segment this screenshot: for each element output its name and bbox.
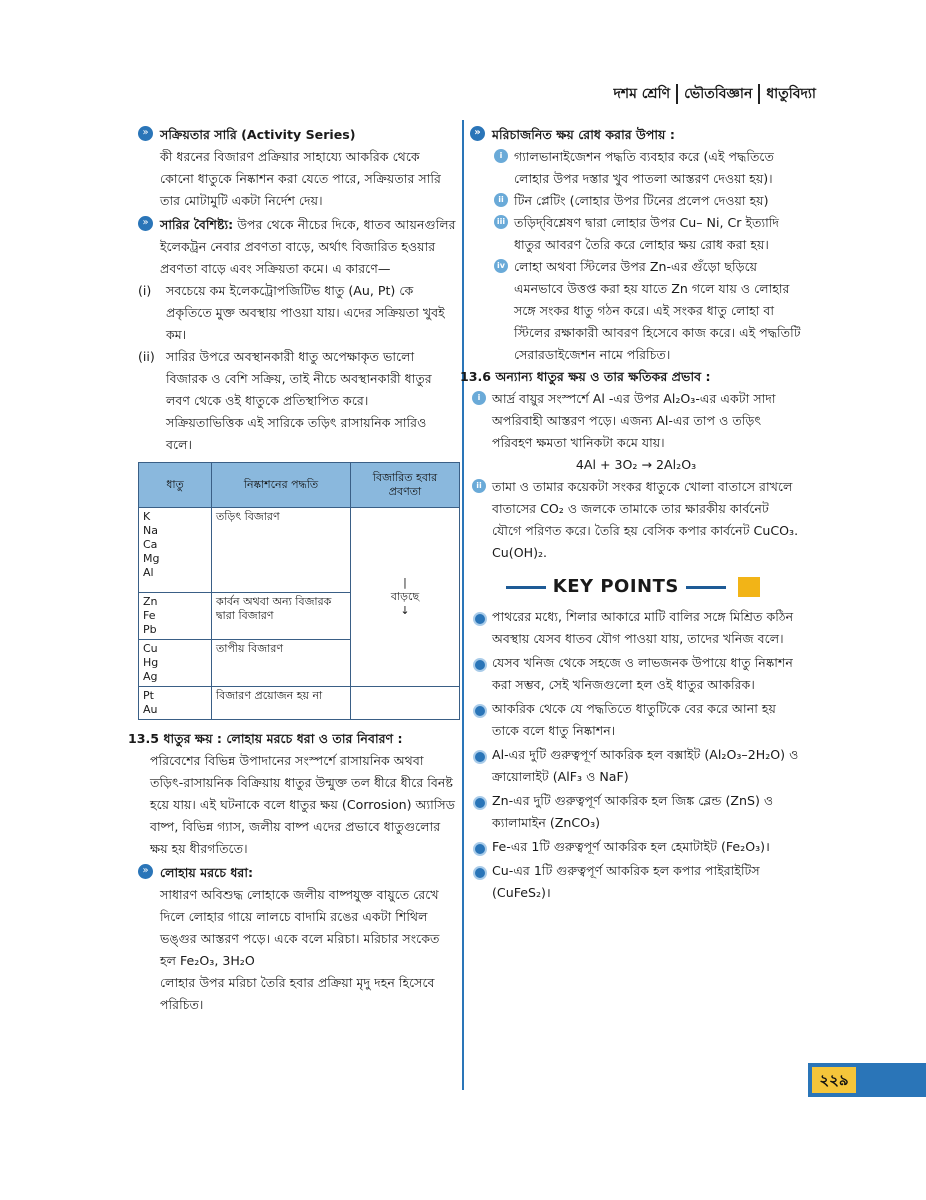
key-point: Al-এর দুটি গুরুত্বপূর্ণ আকরিক হল বক্সাইট (Al₂O₃–2H₂O) ও ক্রায়োলাইট (AlF₃ ও NaF)	[470, 744, 802, 788]
key-point: Cu-এর 1টি গুরুত্বপূর্ণ আকরিক হল কপার পাইরাইটিস (CuFeS₂)।	[470, 860, 802, 904]
point-ii	[138, 346, 456, 456]
point-i-text: সবচেয়ে কম ইলেকট্রোপজিটিভ ধাতু (Au, Pt) কে প্রকৃতিতে মুক্ত অবস্থায় পাওয়া যায়। এদের সক্রিয়তা খুবই কম।	[166, 283, 445, 342]
page-number-tab	[808, 1063, 926, 1097]
running-header	[613, 82, 816, 106]
header-subject: ভৌতবিজ্ঞান	[684, 86, 753, 102]
features-label: সারির বৈশিষ্ট্য:	[160, 217, 234, 232]
table-cell-method: তড়িৎ বিজারণ	[212, 508, 351, 593]
document-icon	[738, 577, 760, 597]
prevention-item	[470, 212, 802, 256]
header-class: দশম শ্রেণি	[613, 86, 671, 102]
table-cell-metals: K Na Ca Mg Al	[139, 508, 212, 593]
header-chapter: ধাতুবিদ্যা	[766, 86, 816, 102]
section-13-5-text: পরিবেশের বিভিন্ন উপাদানের সংস্পর্শে রাসায়নিক অথবা তড়িৎ-রাসায়নিক বিক্রিয়ায় ধাতুর উন্মুক্ত তল ধীরে ধীরে বিনষ্ট হয়ে যায়। এই ঘটনাকে বলে ধাতুর ক্ষয় (Corrosion) অ্যাসিড বাষ্প, বিভিন্ন গ্যাস, জলীয় বাষ্প এদের প্রভাবে ধাতুগুলোর ক্ষয় হয় ধীরগতিতে।	[150, 753, 455, 856]
features-block	[138, 214, 456, 280]
corrosion-item	[470, 388, 802, 454]
section-13-5-title: 13.5 ধাতুর ক্ষয় : লোহায় মরচে ধরা ও তার নিবারণ :	[128, 731, 403, 746]
point-i-number: (i)	[138, 283, 152, 298]
features-text: উপর থেকে নীচের দিকে, ধাতব আয়নগুলির ইলেকট্রন নেবার প্রবণতা বাড়ে, অর্থাৎ বিজারিত হওয়ার প্রবণতা বাড়ে এবং সক্রিয়তা কমে। এ কারণে—	[160, 217, 456, 276]
roman-numeral-icon: iii	[494, 215, 508, 229]
table-cell-metals: Cu Hg Ag	[139, 640, 212, 687]
activity-series-text: কী ধরনের বিজারণ প্রক্রিয়ার সাহায্যে আকরিক থেকে কোনো ধাতুকে নিষ্কাশন করা যেতে পারে, সক্রিয়তার সারি তার মোটামুটি একটা নির্দেশ দেয়।	[160, 149, 441, 208]
table-cell-metals: Pt Au	[139, 687, 212, 720]
corrosion-item-text: তামা ও তামার কয়েকটা সংকর ধাতুকে খোলা বাতাসে রাখলে বাতাসের CO₂ ও জলকে তামাকে তার ক্ষারকীয় কার্বনেট যৌগে পরিণত করে। তৈরি হয় বেসিক কপার কার্বনেট CuCO₃. Cu(OH)₂.	[492, 479, 799, 560]
key-point: যেসব খনিজ থেকে সহজে ও লাভজনক উপায়ে ধাতু নিষ্কাশন করা সম্ভব, সেই খনিজগুলো হল ওই ধাতুর আকরিক।	[470, 652, 802, 696]
banner-line	[686, 586, 726, 589]
roman-numeral-icon: iv	[494, 259, 508, 273]
activity-series-title: » সক্রিয়তার সারি (Activity Series)	[160, 127, 356, 142]
point-ii-number: (ii)	[138, 349, 155, 364]
rust-block	[138, 862, 456, 1016]
prevention-item-text: টিন প্লেটিং (লোহার উপর টিনের প্রলেপ দেওয়া হয়)	[514, 193, 769, 208]
roman-numeral-icon: ii	[494, 193, 508, 207]
table-header-method: নিষ্কাশনের পদ্ধতি	[212, 463, 351, 508]
column-divider	[462, 120, 464, 1090]
prevention-item-text: তড়িদ্‌বিশ্লেষণ দ্বারা লোহার উপর Cu– Ni, Cr ইত্যাদি ধাতুর আবরণ তৈরি করে লোহার ক্ষয় রোধ করা হয়।	[514, 215, 779, 252]
roman-numeral-icon: i	[472, 391, 486, 405]
point-i	[138, 280, 456, 346]
table-cell-metals: Zn Fe Pb	[139, 593, 212, 640]
activity-series-block	[138, 124, 456, 212]
prevention-title: » মরিচাজনিত ক্ষয় রোধ করার উপায় :	[470, 124, 802, 146]
table-cell-method: বিজারণ প্রয়োজন হয় না	[212, 687, 351, 720]
aluminium-equation: 4Al + 3O₂ → 2Al₂O₃	[575, 457, 697, 472]
rust-note: লোহার উপর মরিচা তৈরি হবার প্রক্রিয়া মৃদু দহন হিসেবে পরিচিত।	[160, 975, 435, 1012]
left-column	[128, 122, 456, 1016]
trend-label: বাড়ছে	[390, 590, 420, 603]
banner-line	[506, 586, 546, 589]
table-header-trend: বিজারিত হবার প্রবণতা	[351, 463, 460, 508]
point-ii-note: সক্রিয়তাভিত্তিক এই সারিকে তড়িৎ রাসায়নিক সারিও বলে।	[166, 415, 427, 452]
key-points-banner	[506, 576, 802, 598]
right-column	[460, 122, 802, 904]
table-row	[139, 687, 460, 720]
prevention-item	[470, 190, 802, 212]
key-point: পাথরের মধ্যে, শিলার আকারে মাটি বালির সঙ্গে মিশ্রিত কঠিন অবস্থায় যেসব ধাতব যৌগ পাওয়া যায়, তাদের খনিজ বলে।	[470, 606, 802, 650]
table-cell-empty	[351, 687, 460, 720]
down-arrow-icon: ↓	[400, 604, 410, 617]
section-13-6-title: 13.6 অন্যান্য ধাতুর ক্ষয় ও তার ক্ষতিকর প্রভাব :	[460, 369, 711, 384]
key-points-title: KEY POINTS	[552, 576, 679, 597]
key-point: Fe-এর 1টি গুরুত্বপূর্ণ আকরিক হল হেমাটাইট (Fe₂O₃)।	[470, 836, 802, 858]
page-number: ২২৯	[812, 1067, 856, 1093]
prevention-item	[470, 256, 802, 366]
roman-numeral-icon: ii	[472, 479, 486, 493]
corrosion-item	[470, 476, 802, 564]
prevention-item-text: লোহা অথবা স্টিলের উপর Zn-এর গুঁড়ো ছড়িয়ে এমনভাবে উত্তপ্ত করা হয় যাতে Zn গলে যায় ও লোহার সঙ্গে সংকর ধাতু গঠন করে। এই সংকর ধাতু লোহা বা স্টিলের রক্ষাকারী আবরণ হিসেবে কাজ করে। এই পদ্ধতিটি সেরারডাইজেশন নামে পরিচিত।	[514, 259, 801, 362]
table-header-metal: ধাতু	[139, 463, 212, 508]
corrosion-item-text: আর্দ্র বায়ুর সংস্পর্শে Al -এর উপর Al₂O₃-এর একটা সাদা অপরিবাহী আস্তরণ পড়ে। এজন্য Al-এর তাপ ও তড়িৎ পরিবহণ ক্ষমতা খানিকটা কমে যায়।	[492, 391, 776, 450]
table-cell-method: তাপীয় বিজারণ	[212, 640, 351, 687]
key-point: Zn-এর দুটি গুরুত্বপূর্ণ আকরিক হল জিঙ্ক ব্লেন্ড (ZnS) ও ক্যালামাইন (ZnCO₃)	[470, 790, 802, 834]
table-row	[139, 508, 460, 593]
roman-numeral-icon: i	[494, 149, 508, 163]
prevention-item-text: গ্যালভানাইজেশন পদ্ধতি ব্যবহার করে (এই পদ্ধতিতে লোহার উপর দস্তার খুব পাতলা আস্তরণ দেওয়া হয়)।	[514, 149, 774, 186]
point-ii-text: সারির উপরে অবস্থানকারী ধাতু অপেক্ষাকৃত ভালো বিজারক ও বেশি সক্রিয়, তাই নীচে অবস্থানকারী ধাতুর লবণ থেকে ওই ধাতুকে প্রতিস্থাপিত করে।	[166, 349, 432, 408]
prevention-item	[470, 146, 802, 190]
key-point: আকরিক থেকে যে পদ্ধতিতে ধাতুটিকে বের করে আনা হয় তাকে বলে ধাতু নিষ্কাশন।	[470, 698, 802, 742]
rust-text: সাধারণ অবিশুদ্ধ লোহাকে জলীয় বাষ্পযুক্ত বায়ুতে রেখে দিলে লোহার গায়ে লালচে বাদামি রঙের একটা শিথিল ভঙ্গুর আস্তরণ পড়ে। একে বলে মরিচা। মরিচার সংকেত হল Fe₂O₃, 3H₂O	[160, 887, 440, 968]
table-cell-method: কার্বন অথবা অন্য বিজারক দ্বারা বিজারণ	[212, 593, 351, 640]
extraction-table	[138, 462, 460, 720]
table-cell-trend: | বাড়ছে ↓	[351, 508, 460, 687]
rust-title: » লোহায় মরচে ধরা:	[160, 865, 254, 880]
